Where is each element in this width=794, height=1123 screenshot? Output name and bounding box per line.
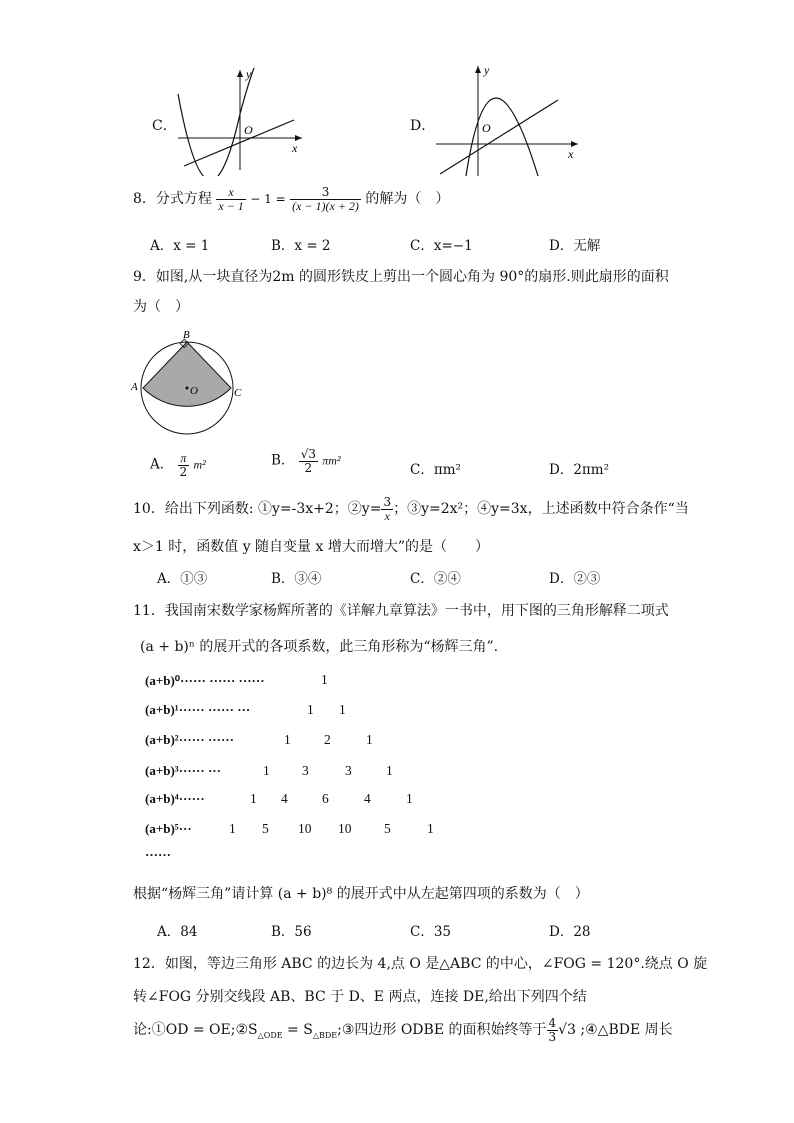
point-c: C — [234, 387, 242, 399]
graph-c-label: C． — [152, 118, 177, 134]
question-8 — [133, 186, 449, 212]
line — [184, 120, 294, 166]
q10-option-d[interactable]: D．②③ — [549, 571, 601, 587]
origin-label: O — [244, 123, 253, 137]
q10-option-b[interactable]: B．③④ — [271, 571, 322, 587]
coef: 10 — [338, 821, 352, 836]
point-a: A — [131, 381, 138, 393]
graph-c — [170, 66, 310, 176]
q8-option-a[interactable]: A．x = 1 — [150, 238, 210, 254]
yang-hui-row-2: (a+b)²······ ······ — [145, 732, 234, 747]
q8-option-d[interactable]: D．无解 — [549, 238, 601, 254]
coef: 3 — [345, 763, 352, 778]
q11-line-1: 11．我国南宋数学家杨辉所著的《详解九章算法》一书中，用下图的三角形解释二项式 — [133, 603, 669, 619]
yang-hui-continuation: ······ — [145, 847, 172, 862]
y-axis-arrow — [237, 70, 243, 77]
q10-line-1: 10．给出下列函数: ①y=-3x+2；②y= $\frac{3}{x}$ ；③y=2x²；④y=3x，上述函数中符合条作“当 — [133, 495, 689, 523]
q8-fraction-2: $\frac{3}{(x - 1)(x + 2)}$ — [292, 185, 359, 213]
center-dot — [186, 387, 189, 390]
q11-line-2: (a + b)ⁿ 的展开式的各项系数，此三角形称为“杨辉三角”. — [140, 639, 499, 655]
q11-question: 根据“杨辉三角”请计算 (a + b)⁸ 的展开式中从左起第四项的系数为（ ） — [133, 886, 589, 902]
coef: 1 — [263, 763, 270, 778]
q10-line-2: x＞1 时，函数值 y 随自变量 x 增大而增大”的是（ ） — [133, 539, 490, 555]
point-o: O — [190, 385, 198, 397]
coef: 1 — [386, 763, 393, 778]
q9-option-b[interactable]: B． $\frac{√3}{2}$ πm² — [271, 447, 341, 475]
q9-option-d[interactable]: D．2πm² — [549, 462, 609, 478]
yang-hui-row-3: (a+b)³······ ··· — [145, 763, 221, 778]
yang-hui-row-0: (a+b)⁰······ ······ ······ — [145, 673, 265, 688]
q12-line-1: 12．如图，等边三角形 ABC 的边长为 4,点 O 是△ABC 的中心，∠FOG = 120°.绕点 O 旋 — [133, 956, 708, 972]
q9-line-2: 为（ ） — [133, 299, 189, 315]
coef: 2 — [324, 732, 331, 747]
coef: 4 — [364, 791, 371, 806]
coef: 1 — [250, 791, 257, 806]
q12-line-2: 转∠FOG 分别交线段 AB、BC 于 D、E 两点，连接 DE,给出下列四个结 — [133, 989, 587, 1005]
origin-label: O — [482, 121, 491, 135]
coef: 6 — [322, 791, 329, 806]
sector — [143, 342, 231, 406]
coef: 10 — [298, 821, 312, 836]
coef: 1 — [307, 702, 314, 717]
graph-d — [430, 60, 585, 180]
coef: 1 — [284, 732, 291, 747]
q10-option-c[interactable]: C．②④ — [410, 571, 461, 587]
q8-option-c[interactable]: C．x=−1 — [410, 238, 473, 254]
yang-hui-row-5: (a+b)⁵··· — [145, 821, 192, 836]
x-label: x — [292, 141, 298, 155]
coef: 4 — [281, 791, 288, 806]
q9-option-a[interactable]: A． $\frac{\pi}{2}$ m² — [150, 451, 206, 479]
coef: 1 — [229, 821, 236, 836]
q11-option-b[interactable]: B．56 — [271, 924, 312, 940]
q8-minus-one: − 1 = — [250, 192, 286, 207]
y-axis-arrow — [475, 66, 481, 73]
graph-d-label: D． — [410, 118, 436, 134]
q9-figure — [130, 328, 245, 440]
q11-option-d[interactable]: D．28 — [549, 924, 591, 940]
q11-option-a[interactable]: A．84 — [157, 924, 198, 940]
y-label: y — [484, 63, 490, 77]
yang-hui-row-4: (a+b)⁴······ — [145, 791, 205, 806]
q9-line-1: 9．如图,从一块直径为2m 的圆形铁皮上剪出一个圆心角为 90°的扇形.则此扇形的面积 — [133, 269, 669, 285]
coef: 1 — [339, 702, 346, 717]
line — [440, 100, 558, 174]
q11-option-c[interactable]: C．35 — [410, 924, 452, 940]
yang-hui-row-1: (a+b)¹······ ······ ··· — [145, 702, 251, 717]
q9-option-c[interactable]: C．πm² — [410, 462, 461, 478]
coef: 1 — [406, 791, 413, 806]
q8-number: 8．分式方程 — [133, 191, 212, 208]
point-b: B — [183, 329, 190, 341]
coef: 5 — [262, 821, 269, 836]
coef: 5 — [384, 821, 391, 836]
q8-option-b[interactable]: B．x = 2 — [271, 238, 331, 254]
q8-fraction-1: $\frac{x}{x - 1}$ — [218, 185, 244, 213]
coef: 3 — [302, 763, 309, 778]
parabola — [466, 98, 538, 176]
x-label: x — [568, 147, 574, 161]
q8-tail: 的解为（ ） — [365, 191, 450, 208]
parabola — [178, 68, 254, 176]
coef: 1 — [321, 672, 328, 687]
q12-line-3: 论:①OD = $OE;②S_{\triangle ODE}$ = $S_{\triangle BDE};③$四边形 ODBE 的面积始终等于 $\frac{4}{3}$ √3 ;④△BDE 周长 — [133, 1016, 673, 1044]
q10-option-a[interactable]: A．①③ — [157, 571, 208, 587]
y-label: y — [246, 67, 252, 81]
coef: 1 — [366, 732, 373, 747]
coef: 1 — [427, 821, 434, 836]
